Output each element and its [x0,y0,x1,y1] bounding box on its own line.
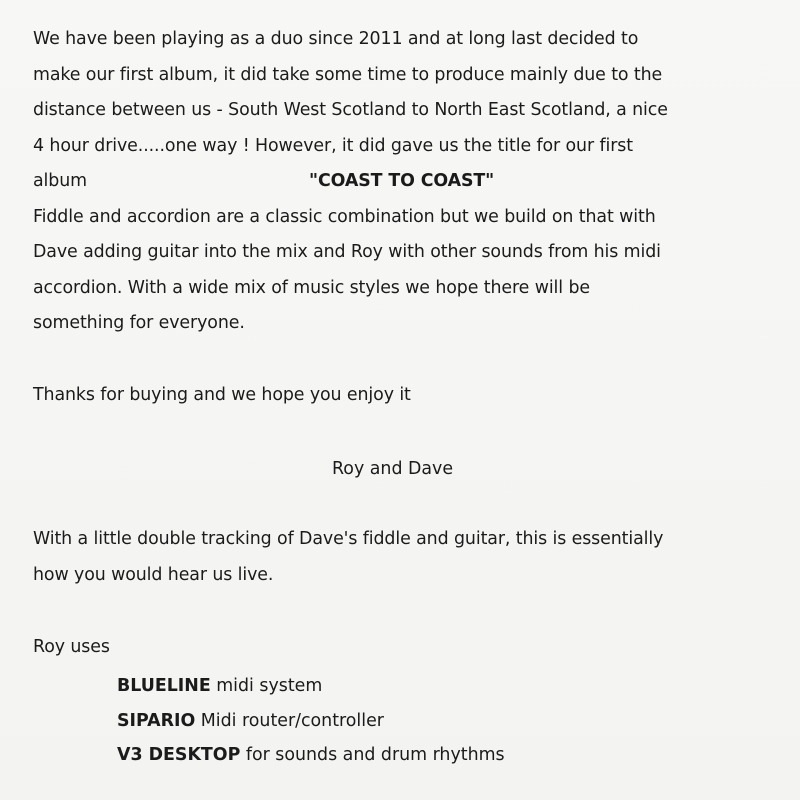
intro-line: distance between us - South West Scotland to North East Scotland, a nice [33,100,668,120]
gear-desc: for sounds and drum rhythms [240,745,505,765]
intro-line: We have been playing as a duo since 2011 and at long last decided to [33,29,639,49]
recording-note-line: how you would hear us live. [33,564,274,585]
thanks-paragraph [33,378,411,414]
instruments-line: Fiddle and accordion are a classic combination but we build on that with [33,206,656,227]
roy-uses-heading-text: Roy uses [33,637,110,657]
intro-line: make our first album, it did take some time to produce mainly due to the [33,64,663,85]
recording-note-line: With a little double tracking of Dave's fiddle and guitar, this is essentially [33,529,664,549]
album-line [33,164,668,200]
instruments-line: Dave adding guitar into the mix and Roy with other sounds from his midi [33,242,661,262]
gear-desc: midi system [210,676,323,696]
album-title: "COAST TO COAST" [309,171,495,191]
signature: Roy and Dave [332,459,454,479]
gear-item [117,738,505,773]
roy-uses-heading [33,630,110,666]
intro-paragraph [33,22,668,342]
thanks-line: Thanks for buying and we hope you enjoy it [33,385,411,405]
gear-item [117,669,505,704]
gear-name: V3 DESKTOP [117,745,241,765]
instruments-line: accordion. With a wide mix of music styles we hope there will be [33,277,590,298]
album-prefix: album [33,171,87,191]
gear-name: SIPARIO [117,710,196,731]
gear-list [117,669,505,773]
recording-note-paragraph [33,522,663,593]
intro-line: 4 hour drive.....one way ! However, it did gave us the title for our first [33,135,633,156]
gear-desc: Midi router/controller [195,710,384,731]
gear-item [117,704,505,739]
instruments-line: something for everyone. [33,313,245,333]
gear-name: BLUELINE [117,676,211,696]
